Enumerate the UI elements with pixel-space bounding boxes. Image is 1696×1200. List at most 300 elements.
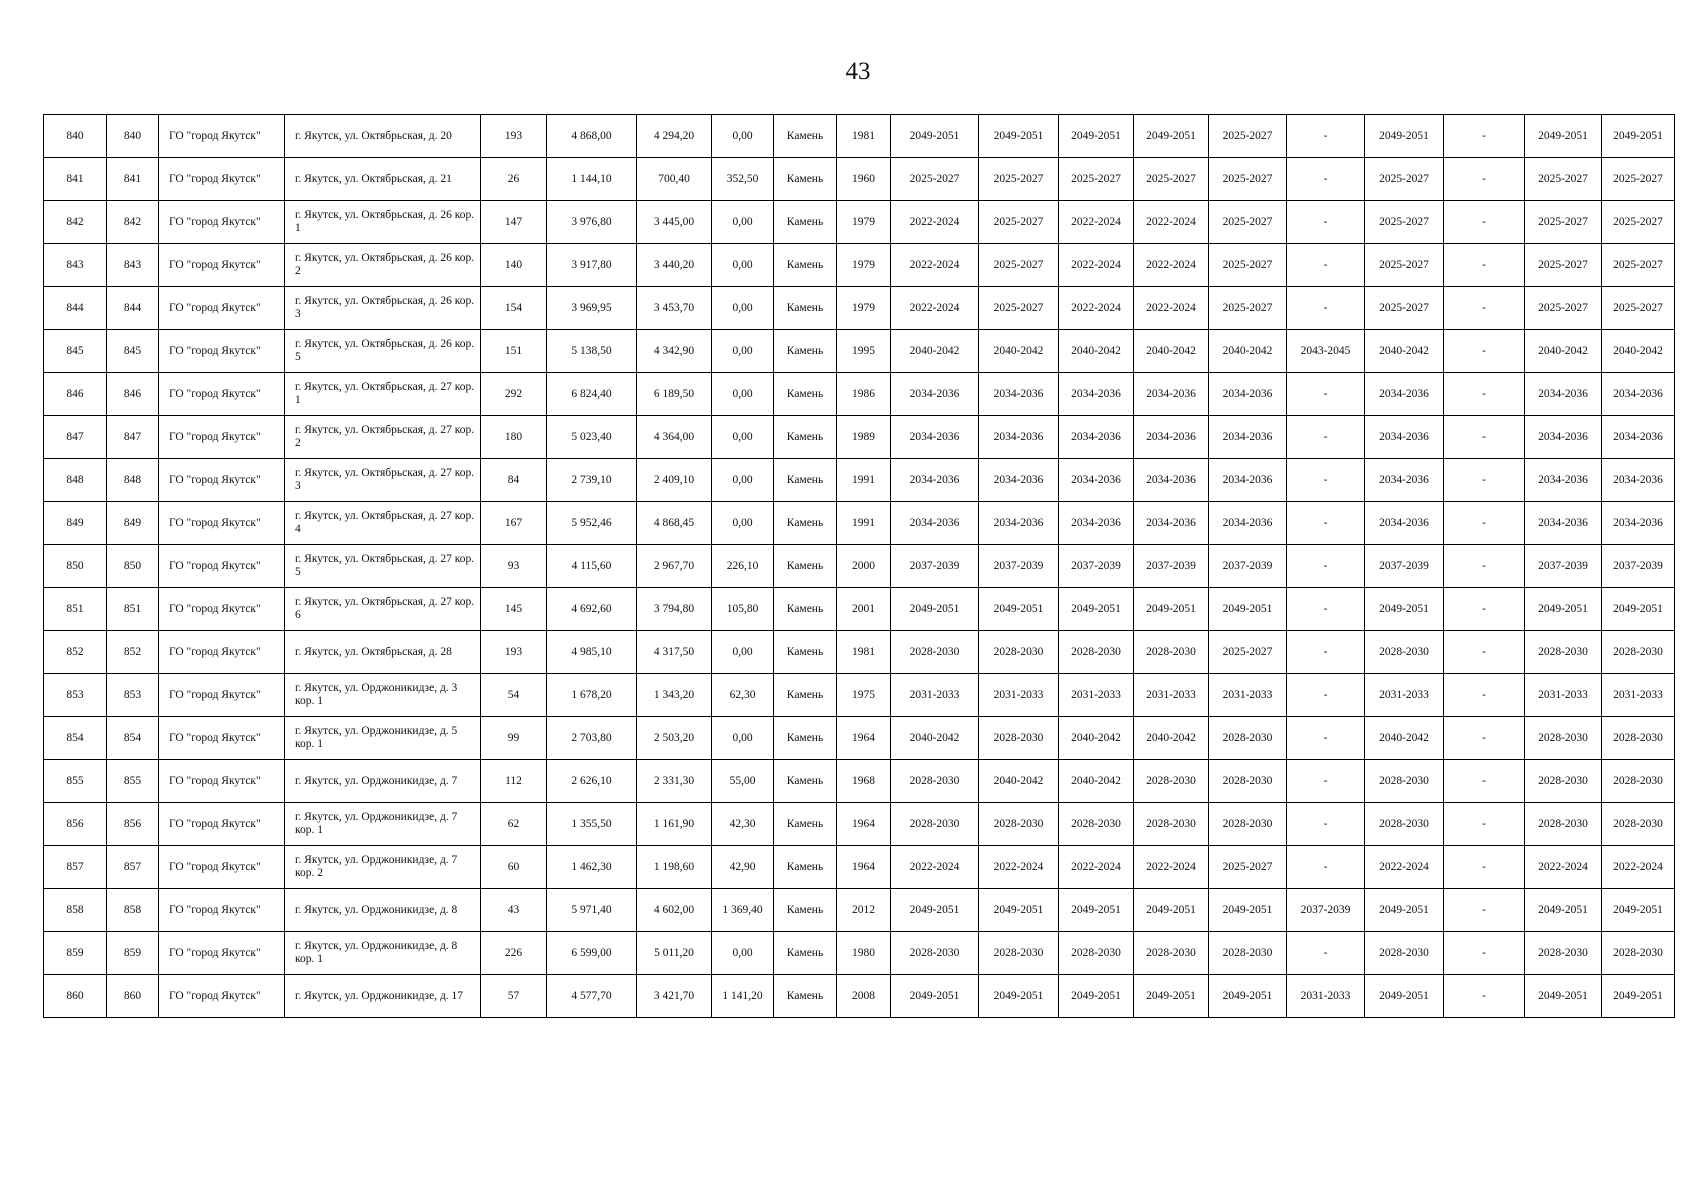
cell-wall-material: Камень: [774, 459, 837, 502]
cell-period-4: 2049-2051: [1134, 975, 1209, 1018]
cell-period-5: 2028-2030: [1209, 717, 1287, 760]
cell-period-9: 2028-2030: [1525, 631, 1602, 674]
table-row: [44, 201, 1675, 244]
cell-period-1: 2040-2042: [891, 717, 979, 760]
cell-period-8: -: [1444, 287, 1525, 330]
cell-period-9: 2034-2036: [1525, 373, 1602, 416]
cell-total-area: 2 703,80: [547, 717, 637, 760]
cell-period-4: 2022-2024: [1134, 244, 1209, 287]
cell-registry-number: 840: [107, 115, 159, 158]
cell-period-9: 2025-2027: [1525, 287, 1602, 330]
cell-municipality: ГО "город Якутск": [159, 717, 285, 760]
cell-period-3: 2049-2051: [1059, 889, 1134, 932]
cell-municipality: ГО "город Якутск": [159, 502, 285, 545]
cell-period-3: 2034-2036: [1059, 459, 1134, 502]
cell-non-residential-area: 0,00: [712, 459, 774, 502]
cell-wall-material: Камень: [774, 545, 837, 588]
cell-period-9: 2028-2030: [1525, 803, 1602, 846]
table-row: [44, 631, 1675, 674]
cell-wall-material: Камень: [774, 115, 837, 158]
cell-address: г. Якутск, ул. Орджоникидзе, д. 7 кор. 1: [285, 803, 481, 846]
cell-period-6: -: [1287, 717, 1365, 760]
cell-period-8: -: [1444, 631, 1525, 674]
cell-period-2: 2034-2036: [979, 416, 1059, 459]
cell-row-number: 851: [44, 588, 107, 631]
cell-period-6: -: [1287, 201, 1365, 244]
cell-period-2: 2028-2030: [979, 631, 1059, 674]
cell-registry-number: 841: [107, 158, 159, 201]
cell-total-area: 1 355,50: [547, 803, 637, 846]
cell-period-3: 2028-2030: [1059, 803, 1134, 846]
table-row: [44, 287, 1675, 330]
table-row: [44, 846, 1675, 889]
table-row: [44, 588, 1675, 631]
housing-registry-table: [43, 114, 1675, 1018]
cell-period-10: 2034-2036: [1602, 373, 1675, 416]
cell-period-9: 2028-2030: [1525, 932, 1602, 975]
cell-period-10: 2034-2036: [1602, 502, 1675, 545]
cell-apartment-count: 99: [481, 717, 547, 760]
cell-period-7: 2028-2030: [1365, 631, 1444, 674]
cell-period-6: 2043-2045: [1287, 330, 1365, 373]
cell-period-2: 2028-2030: [979, 932, 1059, 975]
cell-period-5: 2025-2027: [1209, 158, 1287, 201]
cell-apartment-count: 180: [481, 416, 547, 459]
cell-period-8: -: [1444, 803, 1525, 846]
cell-municipality: ГО "город Якутск": [159, 287, 285, 330]
cell-period-7: 2049-2051: [1365, 975, 1444, 1018]
cell-period-4: 2022-2024: [1134, 846, 1209, 889]
cell-non-residential-area: 42,30: [712, 803, 774, 846]
cell-period-8: -: [1444, 330, 1525, 373]
cell-period-2: 2049-2051: [979, 588, 1059, 631]
cell-period-5: 2049-2051: [1209, 889, 1287, 932]
cell-non-residential-area: 42,90: [712, 846, 774, 889]
page-number: 43: [845, 58, 871, 85]
cell-period-7: 2049-2051: [1365, 588, 1444, 631]
cell-address: г. Якутск, ул. Орджоникидзе, д. 7 кор. 2: [285, 846, 481, 889]
cell-registry-number: 844: [107, 287, 159, 330]
cell-period-10: 2028-2030: [1602, 631, 1675, 674]
cell-registry-number: 850: [107, 545, 159, 588]
cell-address: г. Якутск, ул. Октябрьская, д. 26 кор. 1: [285, 201, 481, 244]
cell-period-10: 2025-2027: [1602, 244, 1675, 287]
cell-period-4: 2028-2030: [1134, 760, 1209, 803]
cell-municipality: ГО "город Якутск": [159, 330, 285, 373]
cell-row-number: 856: [44, 803, 107, 846]
cell-period-7: 2025-2027: [1365, 201, 1444, 244]
cell-address: г. Якутск, ул. Октябрьская, д. 28: [285, 631, 481, 674]
cell-period-9: 2049-2051: [1525, 115, 1602, 158]
cell-registry-number: 856: [107, 803, 159, 846]
cell-period-9: 2031-2033: [1525, 674, 1602, 717]
cell-period-1: 2034-2036: [891, 459, 979, 502]
cell-period-8: -: [1444, 760, 1525, 803]
cell-period-10: 2034-2036: [1602, 459, 1675, 502]
cell-wall-material: Камень: [774, 588, 837, 631]
cell-period-10: 2025-2027: [1602, 201, 1675, 244]
cell-period-7: 2028-2030: [1365, 760, 1444, 803]
cell-municipality: ГО "город Якутск": [159, 803, 285, 846]
table-row: [44, 717, 1675, 760]
cell-period-10: 2028-2030: [1602, 760, 1675, 803]
cell-apartment-count: 226: [481, 932, 547, 975]
cell-wall-material: Камень: [774, 846, 837, 889]
cell-period-10: 2031-2033: [1602, 674, 1675, 717]
cell-period-6: -: [1287, 545, 1365, 588]
cell-period-5: 2028-2030: [1209, 932, 1287, 975]
cell-period-6: -: [1287, 459, 1365, 502]
table-row: [44, 932, 1675, 975]
cell-period-4: 2031-2033: [1134, 674, 1209, 717]
cell-period-6: -: [1287, 158, 1365, 201]
cell-period-9: 2028-2030: [1525, 717, 1602, 760]
table-row: [44, 545, 1675, 588]
cell-period-7: 2025-2027: [1365, 244, 1444, 287]
table-row: [44, 760, 1675, 803]
cell-build-year: 1979: [837, 287, 891, 330]
table-row: [44, 889, 1675, 932]
cell-period-7: 2034-2036: [1365, 373, 1444, 416]
cell-residential-area: 2 967,70: [637, 545, 712, 588]
cell-period-7: 2028-2030: [1365, 803, 1444, 846]
cell-row-number: 860: [44, 975, 107, 1018]
cell-address: г. Якутск, ул. Октябрьская, д. 27 кор. 2: [285, 416, 481, 459]
cell-registry-number: 855: [107, 760, 159, 803]
cell-period-2: 2049-2051: [979, 889, 1059, 932]
table-row: [44, 244, 1675, 287]
cell-total-area: 5 023,40: [547, 416, 637, 459]
cell-row-number: 859: [44, 932, 107, 975]
cell-wall-material: Камень: [774, 416, 837, 459]
cell-period-4: 2040-2042: [1134, 330, 1209, 373]
cell-period-5: 2025-2027: [1209, 846, 1287, 889]
table-body: [44, 115, 1675, 1018]
cell-period-4: 2034-2036: [1134, 373, 1209, 416]
cell-registry-number: 842: [107, 201, 159, 244]
cell-period-4: 2049-2051: [1134, 115, 1209, 158]
cell-row-number: 857: [44, 846, 107, 889]
cell-period-9: 2028-2030: [1525, 760, 1602, 803]
cell-period-5: 2049-2051: [1209, 588, 1287, 631]
cell-period-3: 2031-2033: [1059, 674, 1134, 717]
cell-build-year: 1964: [837, 803, 891, 846]
cell-row-number: 842: [44, 201, 107, 244]
cell-residential-area: 4 294,20: [637, 115, 712, 158]
cell-period-8: -: [1444, 373, 1525, 416]
cell-residential-area: 2 331,30: [637, 760, 712, 803]
cell-period-7: 2037-2039: [1365, 545, 1444, 588]
cell-total-area: 4 115,60: [547, 545, 637, 588]
table-row: [44, 674, 1675, 717]
cell-period-2: 2025-2027: [979, 201, 1059, 244]
cell-period-4: 2049-2051: [1134, 889, 1209, 932]
cell-period-10: 2040-2042: [1602, 330, 1675, 373]
cell-period-6: -: [1287, 287, 1365, 330]
cell-municipality: ГО "город Якутск": [159, 201, 285, 244]
table-row: [44, 975, 1675, 1018]
cell-period-9: 2040-2042: [1525, 330, 1602, 373]
cell-period-3: 2034-2036: [1059, 502, 1134, 545]
cell-build-year: 1960: [837, 158, 891, 201]
cell-period-3: 2034-2036: [1059, 416, 1134, 459]
cell-residential-area: 2 503,20: [637, 717, 712, 760]
cell-residential-area: 700,40: [637, 158, 712, 201]
cell-period-10: 2025-2027: [1602, 158, 1675, 201]
cell-non-residential-area: 0,00: [712, 287, 774, 330]
cell-period-4: 2028-2030: [1134, 631, 1209, 674]
cell-registry-number: 854: [107, 717, 159, 760]
cell-period-7: 2022-2024: [1365, 846, 1444, 889]
cell-period-1: 2028-2030: [891, 760, 979, 803]
cell-non-residential-area: 105,80: [712, 588, 774, 631]
cell-municipality: ГО "город Якутск": [159, 373, 285, 416]
cell-period-5: 2025-2027: [1209, 287, 1287, 330]
cell-period-1: 2034-2036: [891, 373, 979, 416]
cell-municipality: ГО "город Якутск": [159, 975, 285, 1018]
cell-period-10: 2028-2030: [1602, 803, 1675, 846]
cell-address: г. Якутск, ул. Орджоникидзе, д. 8: [285, 889, 481, 932]
cell-wall-material: Камень: [774, 975, 837, 1018]
cell-period-1: 2028-2030: [891, 631, 979, 674]
cell-non-residential-area: 0,00: [712, 717, 774, 760]
cell-period-8: -: [1444, 889, 1525, 932]
cell-non-residential-area: 0,00: [712, 330, 774, 373]
cell-apartment-count: 57: [481, 975, 547, 1018]
cell-residential-area: 6 189,50: [637, 373, 712, 416]
cell-registry-number: 859: [107, 932, 159, 975]
table-row: [44, 416, 1675, 459]
cell-period-3: 2034-2036: [1059, 373, 1134, 416]
cell-residential-area: 3 440,20: [637, 244, 712, 287]
cell-wall-material: Камень: [774, 803, 837, 846]
cell-period-3: 2022-2024: [1059, 244, 1134, 287]
cell-non-residential-area: 0,00: [712, 631, 774, 674]
cell-wall-material: Камень: [774, 889, 837, 932]
cell-address: г. Якутск, ул. Орджоникидзе, д. 3 кор. 1: [285, 674, 481, 717]
cell-apartment-count: 193: [481, 115, 547, 158]
cell-build-year: 1964: [837, 846, 891, 889]
cell-period-1: 2037-2039: [891, 545, 979, 588]
cell-residential-area: 1 161,90: [637, 803, 712, 846]
cell-non-residential-area: 0,00: [712, 244, 774, 287]
cell-address: г. Якутск, ул. Орджоникидзе, д. 17: [285, 975, 481, 1018]
cell-period-3: 2049-2051: [1059, 588, 1134, 631]
cell-row-number: 845: [44, 330, 107, 373]
cell-municipality: ГО "город Якутск": [159, 846, 285, 889]
cell-address: г. Якутск, ул. Октябрьская, д. 27 кор. 6: [285, 588, 481, 631]
cell-period-9: 2022-2024: [1525, 846, 1602, 889]
cell-period-6: -: [1287, 674, 1365, 717]
cell-registry-number: 845: [107, 330, 159, 373]
cell-period-5: 2028-2030: [1209, 760, 1287, 803]
cell-row-number: 858: [44, 889, 107, 932]
cell-apartment-count: 62: [481, 803, 547, 846]
cell-total-area: 4 577,70: [547, 975, 637, 1018]
cell-wall-material: Камень: [774, 631, 837, 674]
cell-period-2: 2049-2051: [979, 115, 1059, 158]
cell-period-8: -: [1444, 588, 1525, 631]
cell-period-8: -: [1444, 115, 1525, 158]
cell-period-9: 2034-2036: [1525, 459, 1602, 502]
cell-period-3: 2028-2030: [1059, 631, 1134, 674]
cell-period-10: 2028-2030: [1602, 932, 1675, 975]
cell-period-9: 2049-2051: [1525, 588, 1602, 631]
cell-address: г. Якутск, ул. Орджоникидзе, д. 5 кор. 1: [285, 717, 481, 760]
cell-period-2: 2040-2042: [979, 330, 1059, 373]
cell-period-1: 2049-2051: [891, 588, 979, 631]
cell-total-area: 3 917,80: [547, 244, 637, 287]
cell-period-8: -: [1444, 674, 1525, 717]
cell-build-year: 1981: [837, 631, 891, 674]
cell-registry-number: 851: [107, 588, 159, 631]
cell-period-10: 2022-2024: [1602, 846, 1675, 889]
cell-period-1: 2022-2024: [891, 201, 979, 244]
cell-period-2: 2025-2027: [979, 287, 1059, 330]
cell-period-6: -: [1287, 760, 1365, 803]
cell-period-5: 2034-2036: [1209, 502, 1287, 545]
cell-registry-number: 843: [107, 244, 159, 287]
cell-period-3: 2049-2051: [1059, 115, 1134, 158]
cell-non-residential-area: 226,10: [712, 545, 774, 588]
cell-non-residential-area: 0,00: [712, 502, 774, 545]
cell-period-2: 2049-2051: [979, 975, 1059, 1018]
cell-municipality: ГО "город Якутск": [159, 760, 285, 803]
cell-period-2: 2037-2039: [979, 545, 1059, 588]
cell-period-10: 2028-2030: [1602, 717, 1675, 760]
table-row: [44, 373, 1675, 416]
cell-row-number: 846: [44, 373, 107, 416]
cell-total-area: 3 969,95: [547, 287, 637, 330]
cell-period-1: 2049-2051: [891, 975, 979, 1018]
cell-period-6: -: [1287, 244, 1365, 287]
cell-period-7: 2025-2027: [1365, 158, 1444, 201]
cell-period-1: 2022-2024: [891, 287, 979, 330]
cell-row-number: 849: [44, 502, 107, 545]
cell-period-2: 2028-2030: [979, 717, 1059, 760]
cell-registry-number: 853: [107, 674, 159, 717]
cell-build-year: 1979: [837, 244, 891, 287]
table-row: [44, 115, 1675, 158]
cell-wall-material: Камень: [774, 373, 837, 416]
cell-period-2: 2028-2030: [979, 803, 1059, 846]
cell-apartment-count: 151: [481, 330, 547, 373]
cell-total-area: 4 868,00: [547, 115, 637, 158]
cell-address: г. Якутск, ул. Октябрьская, д. 26 кор. 5: [285, 330, 481, 373]
cell-residential-area: 5 011,20: [637, 932, 712, 975]
cell-period-2: 2022-2024: [979, 846, 1059, 889]
cell-registry-number: 857: [107, 846, 159, 889]
cell-address: г. Якутск, ул. Октябрьская, д. 27 кор. 3: [285, 459, 481, 502]
cell-period-1: 2028-2030: [891, 803, 979, 846]
cell-period-4: 2028-2030: [1134, 803, 1209, 846]
cell-period-7: 2049-2051: [1365, 115, 1444, 158]
cell-period-8: -: [1444, 201, 1525, 244]
cell-apartment-count: 93: [481, 545, 547, 588]
cell-period-8: -: [1444, 846, 1525, 889]
cell-non-residential-area: 0,00: [712, 373, 774, 416]
cell-build-year: 2001: [837, 588, 891, 631]
cell-build-year: 1991: [837, 459, 891, 502]
cell-apartment-count: 43: [481, 889, 547, 932]
cell-build-year: 1981: [837, 115, 891, 158]
cell-apartment-count: 147: [481, 201, 547, 244]
cell-period-10: 2049-2051: [1602, 975, 1675, 1018]
cell-build-year: 1964: [837, 717, 891, 760]
cell-row-number: 841: [44, 158, 107, 201]
cell-period-8: -: [1444, 502, 1525, 545]
cell-wall-material: Камень: [774, 674, 837, 717]
cell-period-7: 2040-2042: [1365, 330, 1444, 373]
cell-period-6: -: [1287, 803, 1365, 846]
cell-apartment-count: 292: [481, 373, 547, 416]
cell-municipality: ГО "город Якутск": [159, 115, 285, 158]
cell-period-4: 2040-2042: [1134, 717, 1209, 760]
cell-apartment-count: 112: [481, 760, 547, 803]
cell-period-6: -: [1287, 631, 1365, 674]
cell-residential-area: 1 198,60: [637, 846, 712, 889]
cell-municipality: ГО "город Якутск": [159, 631, 285, 674]
cell-period-7: 2031-2033: [1365, 674, 1444, 717]
cell-row-number: 844: [44, 287, 107, 330]
cell-period-9: 2049-2051: [1525, 889, 1602, 932]
cell-total-area: 3 976,80: [547, 201, 637, 244]
cell-address: г. Якутск, ул. Орджоникидзе, д. 7: [285, 760, 481, 803]
cell-wall-material: Камень: [774, 158, 837, 201]
cell-period-1: 2034-2036: [891, 416, 979, 459]
cell-build-year: 1995: [837, 330, 891, 373]
cell-non-residential-area: 0,00: [712, 201, 774, 244]
cell-address: г. Якутск, ул. Октябрьская, д. 27 кор. 4: [285, 502, 481, 545]
cell-total-area: 5 952,46: [547, 502, 637, 545]
table-row: [44, 803, 1675, 846]
cell-address: г. Якутск, ул. Октябрьская, д. 26 кор. 2: [285, 244, 481, 287]
cell-apartment-count: 54: [481, 674, 547, 717]
cell-period-8: -: [1444, 975, 1525, 1018]
cell-period-2: 2040-2042: [979, 760, 1059, 803]
cell-period-10: 2025-2027: [1602, 287, 1675, 330]
cell-row-number: 840: [44, 115, 107, 158]
cell-period-6: -: [1287, 416, 1365, 459]
cell-total-area: 5 971,40: [547, 889, 637, 932]
cell-period-3: 2037-2039: [1059, 545, 1134, 588]
cell-apartment-count: 145: [481, 588, 547, 631]
cell-period-7: 2034-2036: [1365, 459, 1444, 502]
cell-municipality: ГО "город Якутск": [159, 158, 285, 201]
cell-period-4: 2025-2027: [1134, 158, 1209, 201]
cell-period-5: 2025-2027: [1209, 201, 1287, 244]
cell-period-10: 2049-2051: [1602, 588, 1675, 631]
cell-apartment-count: 154: [481, 287, 547, 330]
cell-period-7: 2028-2030: [1365, 932, 1444, 975]
cell-period-1: 2028-2030: [891, 932, 979, 975]
cell-residential-area: 4 868,45: [637, 502, 712, 545]
cell-period-9: 2034-2036: [1525, 502, 1602, 545]
cell-period-9: 2049-2051: [1525, 975, 1602, 1018]
cell-period-3: 2049-2051: [1059, 975, 1134, 1018]
cell-period-1: 2022-2024: [891, 846, 979, 889]
cell-non-residential-area: 1 141,20: [712, 975, 774, 1018]
table-row: [44, 330, 1675, 373]
cell-wall-material: Камень: [774, 201, 837, 244]
cell-residential-area: 4 364,00: [637, 416, 712, 459]
cell-row-number: 848: [44, 459, 107, 502]
cell-period-9: 2037-2039: [1525, 545, 1602, 588]
cell-row-number: 850: [44, 545, 107, 588]
cell-row-number: 854: [44, 717, 107, 760]
cell-municipality: ГО "город Якутск": [159, 674, 285, 717]
cell-row-number: 847: [44, 416, 107, 459]
